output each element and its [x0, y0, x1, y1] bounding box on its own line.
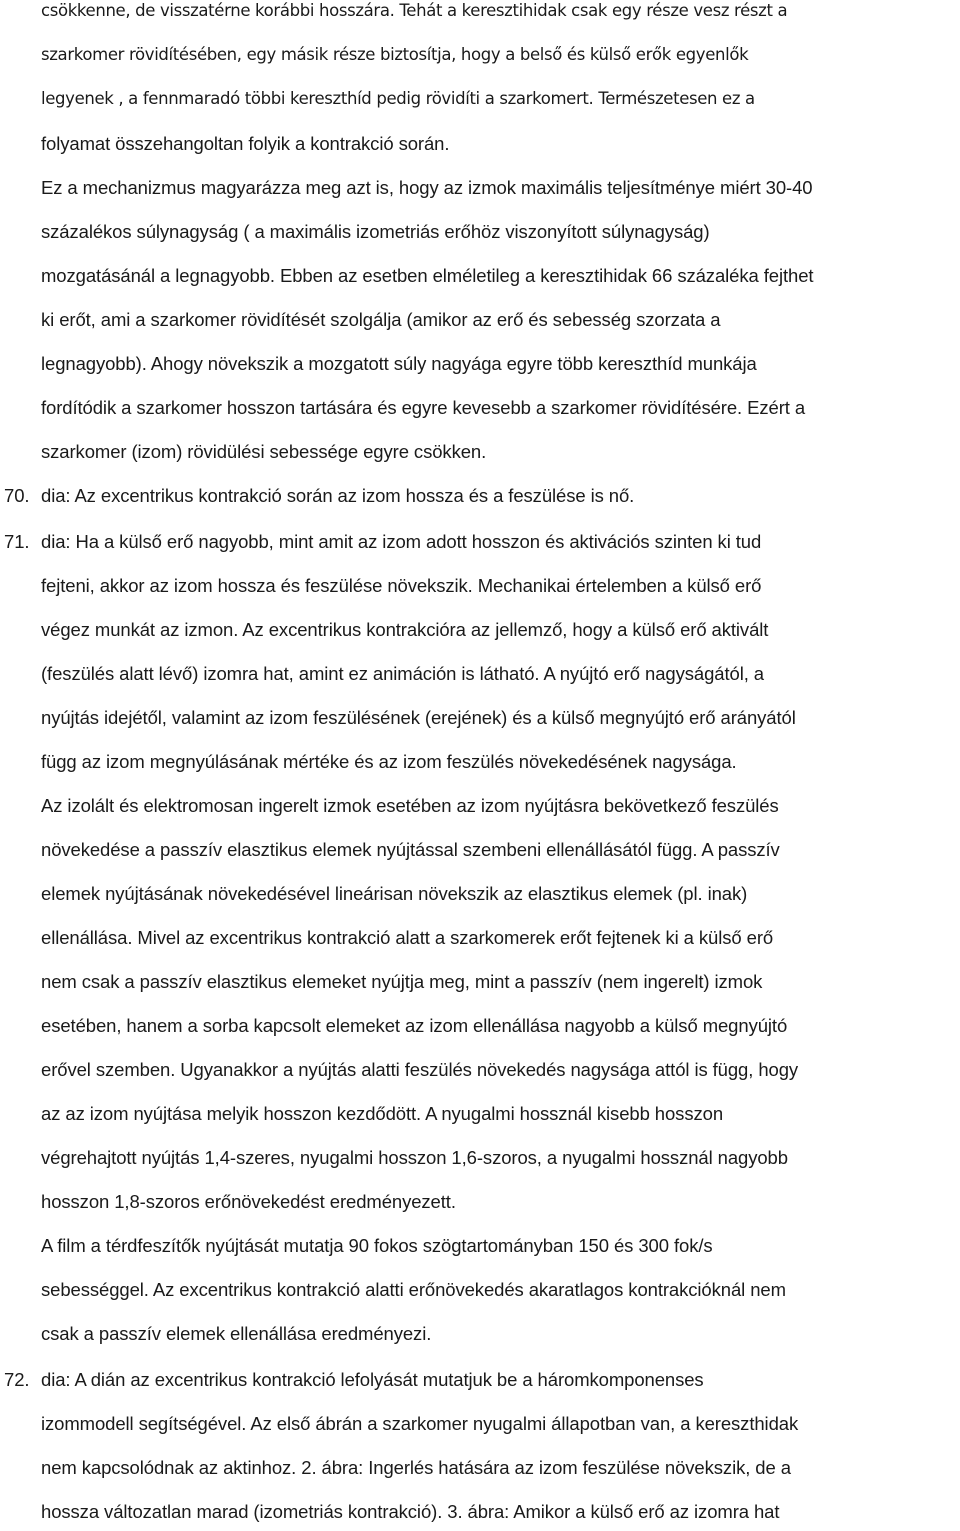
- text-line: sebességgel. Az excentrikus kontrakció alatti erőnövekedés akaratlagos kontrakcióknál nem: [41, 1279, 786, 1300]
- text-line: izommodell segítségével. Az első ábrán a szarkomer nyugalmi állapotban van, a kereszthidak: [41, 1413, 799, 1434]
- text-line: csak a passzív elemek ellenállása eredményezi.: [41, 1323, 432, 1344]
- text-line: végrehajtott nyújtás 1,4-szeres, nyugalmi hosszon 1,6-szoros, a nyugalmi hossznál nagyobb: [41, 1147, 788, 1168]
- slide-number: 71.: [4, 531, 30, 552]
- text-line: legnagyobb). Ahogy növekszik a mozgatott súly nagyága egyre több kereszthíd munkája: [41, 353, 757, 374]
- text-line: végez munkát az izmon. Az excentrikus kontrakcióra az jellemző, hogy a külső erő aktivált: [41, 619, 769, 640]
- text-line: A film a térdfeszítők nyújtását mutatja 90 fokos szögtartományban 150 és 300 fok/s: [41, 1235, 713, 1256]
- text-line: nem kapcsolódnak az aktinhoz. 2. ábra: Ingerlés hatására az izom feszülése növekszik, de a: [41, 1457, 791, 1478]
- text-line: fordítódik a szarkomer hosszon tartására és egyre kevesebb a szarkomer rövidítésére. Ezért a: [41, 397, 806, 418]
- text-line: szarkomer rövidítésében, egy másik része biztosítja, hogy a belső és külső erők egyenlők: [41, 45, 749, 64]
- text-line: erővel szemben. Ugyanakkor a nyújtás alatti feszülés növekedés nagysága attól is függ, hogy: [41, 1059, 799, 1080]
- text-line: folyamat összehangoltan folyik a kontrakció során.: [41, 133, 450, 154]
- text-line: százalékos súlynagyság ( a maximális izometriás erőhöz viszonyított súlynagyság): [41, 221, 710, 242]
- text-line: Az izolált és elektromosan ingerelt izmok esetében az izom nyújtásra bekövetkező feszülés: [41, 795, 779, 816]
- text-line: függ az izom megnyúlásának mértéke és az izom feszülés növekedésének nagysága.: [41, 751, 737, 772]
- text-line: dia: Az excentrikus kontrakció során az izom hossza és a feszülése is nő.: [41, 485, 635, 506]
- text-line: hosszon 1,8-szoros erőnövekedést eredményezett.: [41, 1191, 456, 1212]
- slide-number: 72.: [4, 1369, 30, 1390]
- text-line: ellenállása. Mivel az excentrikus kontrakció alatt a szarkomerek erőt fejtenek ki a külső erő: [41, 927, 774, 948]
- text-line: mozgatásánál a legnagyobb. Ebben az esetben elméletileg a keresztihidak 66 százaléka fejthet: [41, 265, 814, 286]
- text-line: növekedése a passzív elasztikus elemek nyújtással szembeni ellenállásától függ. A passzív: [41, 839, 780, 860]
- text-line: nyújtás idejétől, valamint az izom feszülésének (erejének) és a külső megnyújtó erő arányától: [41, 707, 796, 728]
- text-line: az az izom nyújtása melyik hosszon kezdődött. A nyugalmi hossznál kisebb hosszon: [41, 1103, 724, 1124]
- text-line: (feszülés alatt lévő) izomra hat, amint ez animáción is látható. A nyújtó erő nagyságától, a: [41, 663, 764, 684]
- text-line: Ez a mechanizmus magyarázza meg azt is, hogy az izmok maximális teljesítménye miért 30-40: [41, 177, 813, 198]
- slide-number: 70.: [4, 485, 30, 506]
- text-line: legyenek , a fennmaradó többi kereszthíd pedig rövidíti a szarkomert. Természetesen ez a: [41, 89, 755, 108]
- text-line: hossza változatlan marad (izometriás kontrakció). 3. ábra: Amikor a külső erő az izomra hat: [41, 1501, 780, 1522]
- text-line: esetében, hanem a sorba kapcsolt elemeket az izom ellenállása nagyobb a külső megnyújtó: [41, 1015, 788, 1036]
- text-line: dia: A dián az excentrikus kontrakció lefolyását mutatjuk be a háromkomponenses: [41, 1369, 704, 1390]
- text-line: ki erőt, ami a szarkomer rövidítését szolgálja (amikor az erő és sebesség szorzata a: [41, 309, 721, 330]
- text-line: elemek nyújtásának növekedésével lineárisan növekszik az elasztikus elemek (pl. inak): [41, 883, 748, 904]
- text-line: fejteni, akkor az izom hossza és feszülése növekszik. Mechanikai értelemben a külső erő: [41, 575, 762, 596]
- text-line: csökkenne, de visszatérne korábbi hosszára. Tehát a keresztihidak csak egy része vesz részt a: [41, 1, 788, 20]
- text-line: nem csak a passzív elasztikus elemeket nyújtja meg, mint a passzív (nem ingerelt) izmok: [41, 971, 763, 992]
- text-line: szarkomer (izom) rövidülési sebessége egyre csökken.: [41, 441, 487, 462]
- text-line: dia: Ha a külső erő nagyobb, mint amit az izom adott hosszon és aktivációs szinten ki tud: [41, 531, 762, 552]
